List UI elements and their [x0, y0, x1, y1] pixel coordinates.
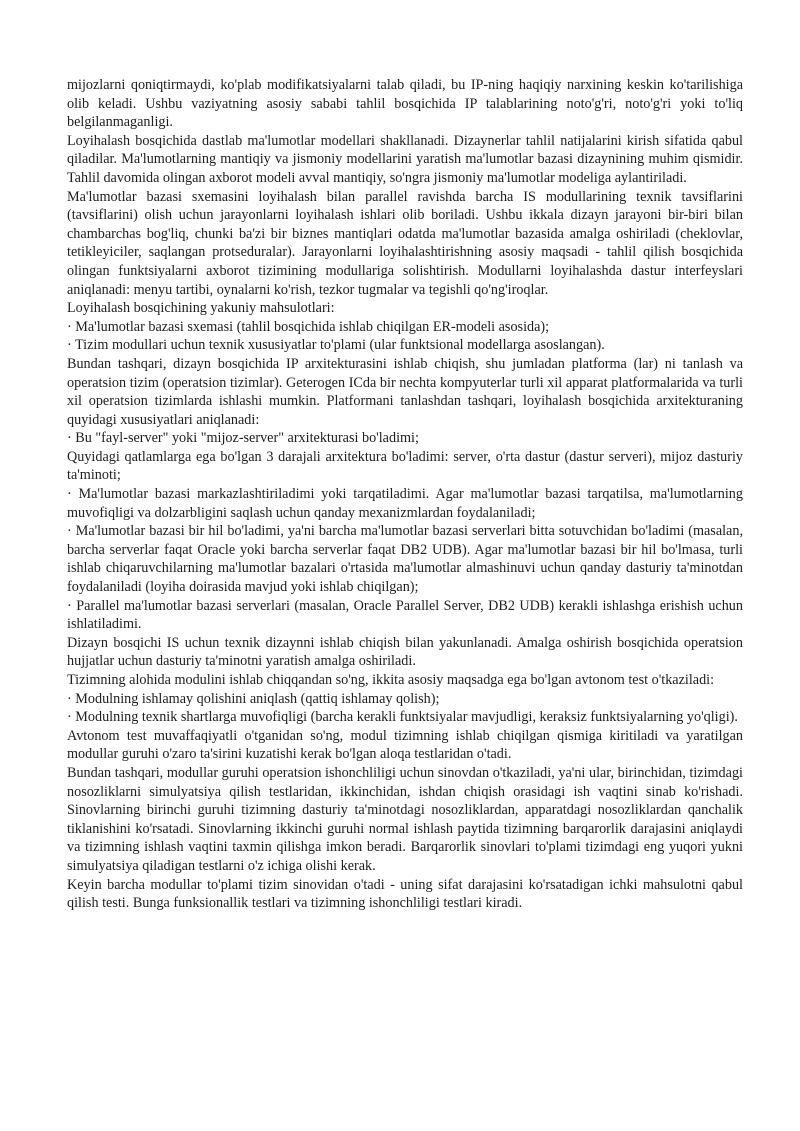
- list-item: · Ma'lumotlar bazasi markazlashtiriladimi yoki tarqatiladimi. Agar ma'lumotlar bazasi tarqatilsa, ma'lumotlarning muvofiqligi va dolzarbligini saqlash uchun qanday mexanizmlardan foydalaniladi;: [67, 486, 743, 521]
- paragraph: Bundan tashqari, dizayn bosqichida IP arxitekturasini ishlab chiqish, shu jumladan platforma (lar) ni tanlash va operatsion tizim (operatsion tizimlar). Geterogen ICda bir nechta kompyuterlar turli xil apparat platformalarida va turli xil operatsion tizimlarda ishlashi mumkin. Platformani tanlashdan tashqari, loyihalash bosqichida arxitekturaning quyidagi xususiyatlari aniqlanadi:: [67, 355, 743, 428]
- list-item: · Ma'lumotlar bazasi bir hil bo'ladimi, ya'ni barcha ma'lumotlar bazasi serverlari bitta sotuvchidan bo'ladimi (masalan, barcha serverlar faqat Oracle yoki barcha serverlar faqat DB2 UDB). Agar ma'lumotlar bazasi bir hil bo'lmasa, turli ishlab chiqaruvchilarning ma'lumotlar bazalari o'rtasida ma'lumotlar almashinuvi uchun qanday dasturiy ta'minotdan foydalaniladi (loyiha doirasida mavjud yoki ishlab chiqilgan);: [67, 523, 743, 596]
- list-item: · Parallel ma'lumotlar bazasi serverlari (masalan, Oracle Parallel Server, DB2 UDB) kerakli ishlashga erishish uchun ishlatiladimi.: [67, 597, 743, 633]
- list-item: · Modulning texnik shartlarga muvofiqligi (barcha kerakli funktsiyalar mavjudligi, keraksiz funktsiyalarning yo'qligi).: [67, 709, 738, 726]
- paragraph: Ma'lumotlar bazasi sxemasini loyihalash bilan parallel ravishda barcha IS modullarining texnik tavsiflarini (tavsiflarini) olish uchun jarayonlarni loyihalash ishlari olib boriladi. Ushbu ikkala dizayn jarayoni bir-biri bilan chambarchas bog'liq, chunki ba'zi bir biznes mantiqlari odatda ma'lumotlar bazasida amalga oshiriladi (cheklovlar, tetikleyiciler, saqlangan protseduralar). Jarayonlarni loyihalashtirishning asosiy maqsadi - tahlil qilish bosqichida olingan funktsiyalarni axborot tizimining modullariga solishtirish. Modullarni loyihalashda dastur interfeyslari aniqlanadi: menyu tartibi, oynalarni ko'rish, tezkor tugmalar va tegishli qo'ng'iroqlar.: [67, 188, 743, 298]
- paragraph: Bundan tashqari, modullar guruhi operatsion ishonchliligi uchun sinovdan o'tkaziladi, ya'ni ular, birinchidan, tizimdagi nosozliklarni simulyatsiya qilish testlaridan, ikkinchidan, ishdan chiqish orasidagi ish vaqtini sinab ko'rishadi. Sinovlarning birinchi guruhi tizimning dasturiy ta'minotdagi nosozliklardan, apparatdagi nosozliklardan qanchalik tiklanishini ko'rsatadi. Sinovlarning ikkinchi guruhi normal ishlash paytida tizimning barqarorlik darajasini aniqlaydi va tizimning ishlash vaqtini taxmin qilishga imkon beradi. Barqarorlik sinovlari to'plami tizimdagi eng yuqori yukni simulyatsiya qiladigan testlarni o'z ichiga olishi kerak.: [67, 764, 743, 874]
- paragraph: Tizimning alohida modulini ishlab chiqqandan so'ng, ikkita asosiy maqsadga ega bo'lgan avtonom test o'tkaziladi:: [67, 672, 715, 688]
- paragraph: Keyin barcha modullar to'plami tizim sinovidan o'tadi - uning sifat darajasini ko'rsatadigan ichki mahsulotni qabul qilish testi. Bunga funksionallik testlari va tizimning ishonchliligi testlari kiradi.: [67, 876, 743, 912]
- list-item: · Bu "fayl-server" yoki "mijoz-server" arxitekturasi bo'ladimi;: [67, 430, 419, 447]
- list-item: · Tizim modullari uchun texnik xususiyatlar to'plami (ular funktsional modellarga asoslangan).: [67, 337, 605, 354]
- list-item: · Modulning ishlamay qolishini aniqlash (qattiq ishlamay qolish);: [67, 690, 440, 707]
- paragraph: Loyihalash bosqichining yakuniy mahsulotlari:: [67, 300, 335, 317]
- paragraph: Avtonom test muvaffaqiyatli o'tganidan so'ng, modul tizimning ishlab chiqilgan qismiga kiritiladi va yaratilgan modullar guruhi o'zaro ta'sirini kuzatishi kerak bo'lgan aloqa testlaridan o'tadi.: [67, 727, 743, 763]
- document-page: [67, 76, 743, 913]
- paragraph: mijozlarni qoniqtirmaydi, ko'plab modifikatsiyalarni talab qiladi, bu IP-ning haqiqiy narxining keskin ko'tarilishiga olib keladi. Ushbu vaziyatning asosiy sababi tahlil bosqichida IP talablarining noto'g'ri, noto'g'ri yoki to'liq belgilanmaganligi.: [67, 77, 743, 131]
- paragraph: Loyihalash bosqichida dastlab ma'lumotlar modellari shakllanadi. Dizaynerlar tahlil natijalarini kirish sifatida qabul qiladilar. Ma'lumotlarning mantiqiy va jismoniy modellarini yaratish ma'lumotlar bazasi dizaynining muhim qismidir. Tahlil davomida olingan axborot modeli avval mantiqiy, so'ngra jismoniy ma'lumotlar modeliga aylantiriladi.: [67, 132, 743, 186]
- paragraph: Dizayn bosqichi IS uchun texnik dizaynni ishlab chiqish bilan yakunlanadi. Amalga oshirish bosqichida operatsion hujjatlar uchun dasturiy ta'minotni yaratish amalga oshiriladi.: [67, 634, 743, 670]
- paragraph: Quyidagi qatlamlarga ega bo'lgan 3 darajali arxitektura bo'ladimi: server, o'rta dastur (dastur serveri), mijoz dasturiy ta'minoti;: [67, 448, 743, 484]
- list-item: · Ma'lumotlar bazasi sxemasi (tahlil bosqichida ishlab chiqilgan ER-modeli asosida);: [67, 318, 550, 335]
